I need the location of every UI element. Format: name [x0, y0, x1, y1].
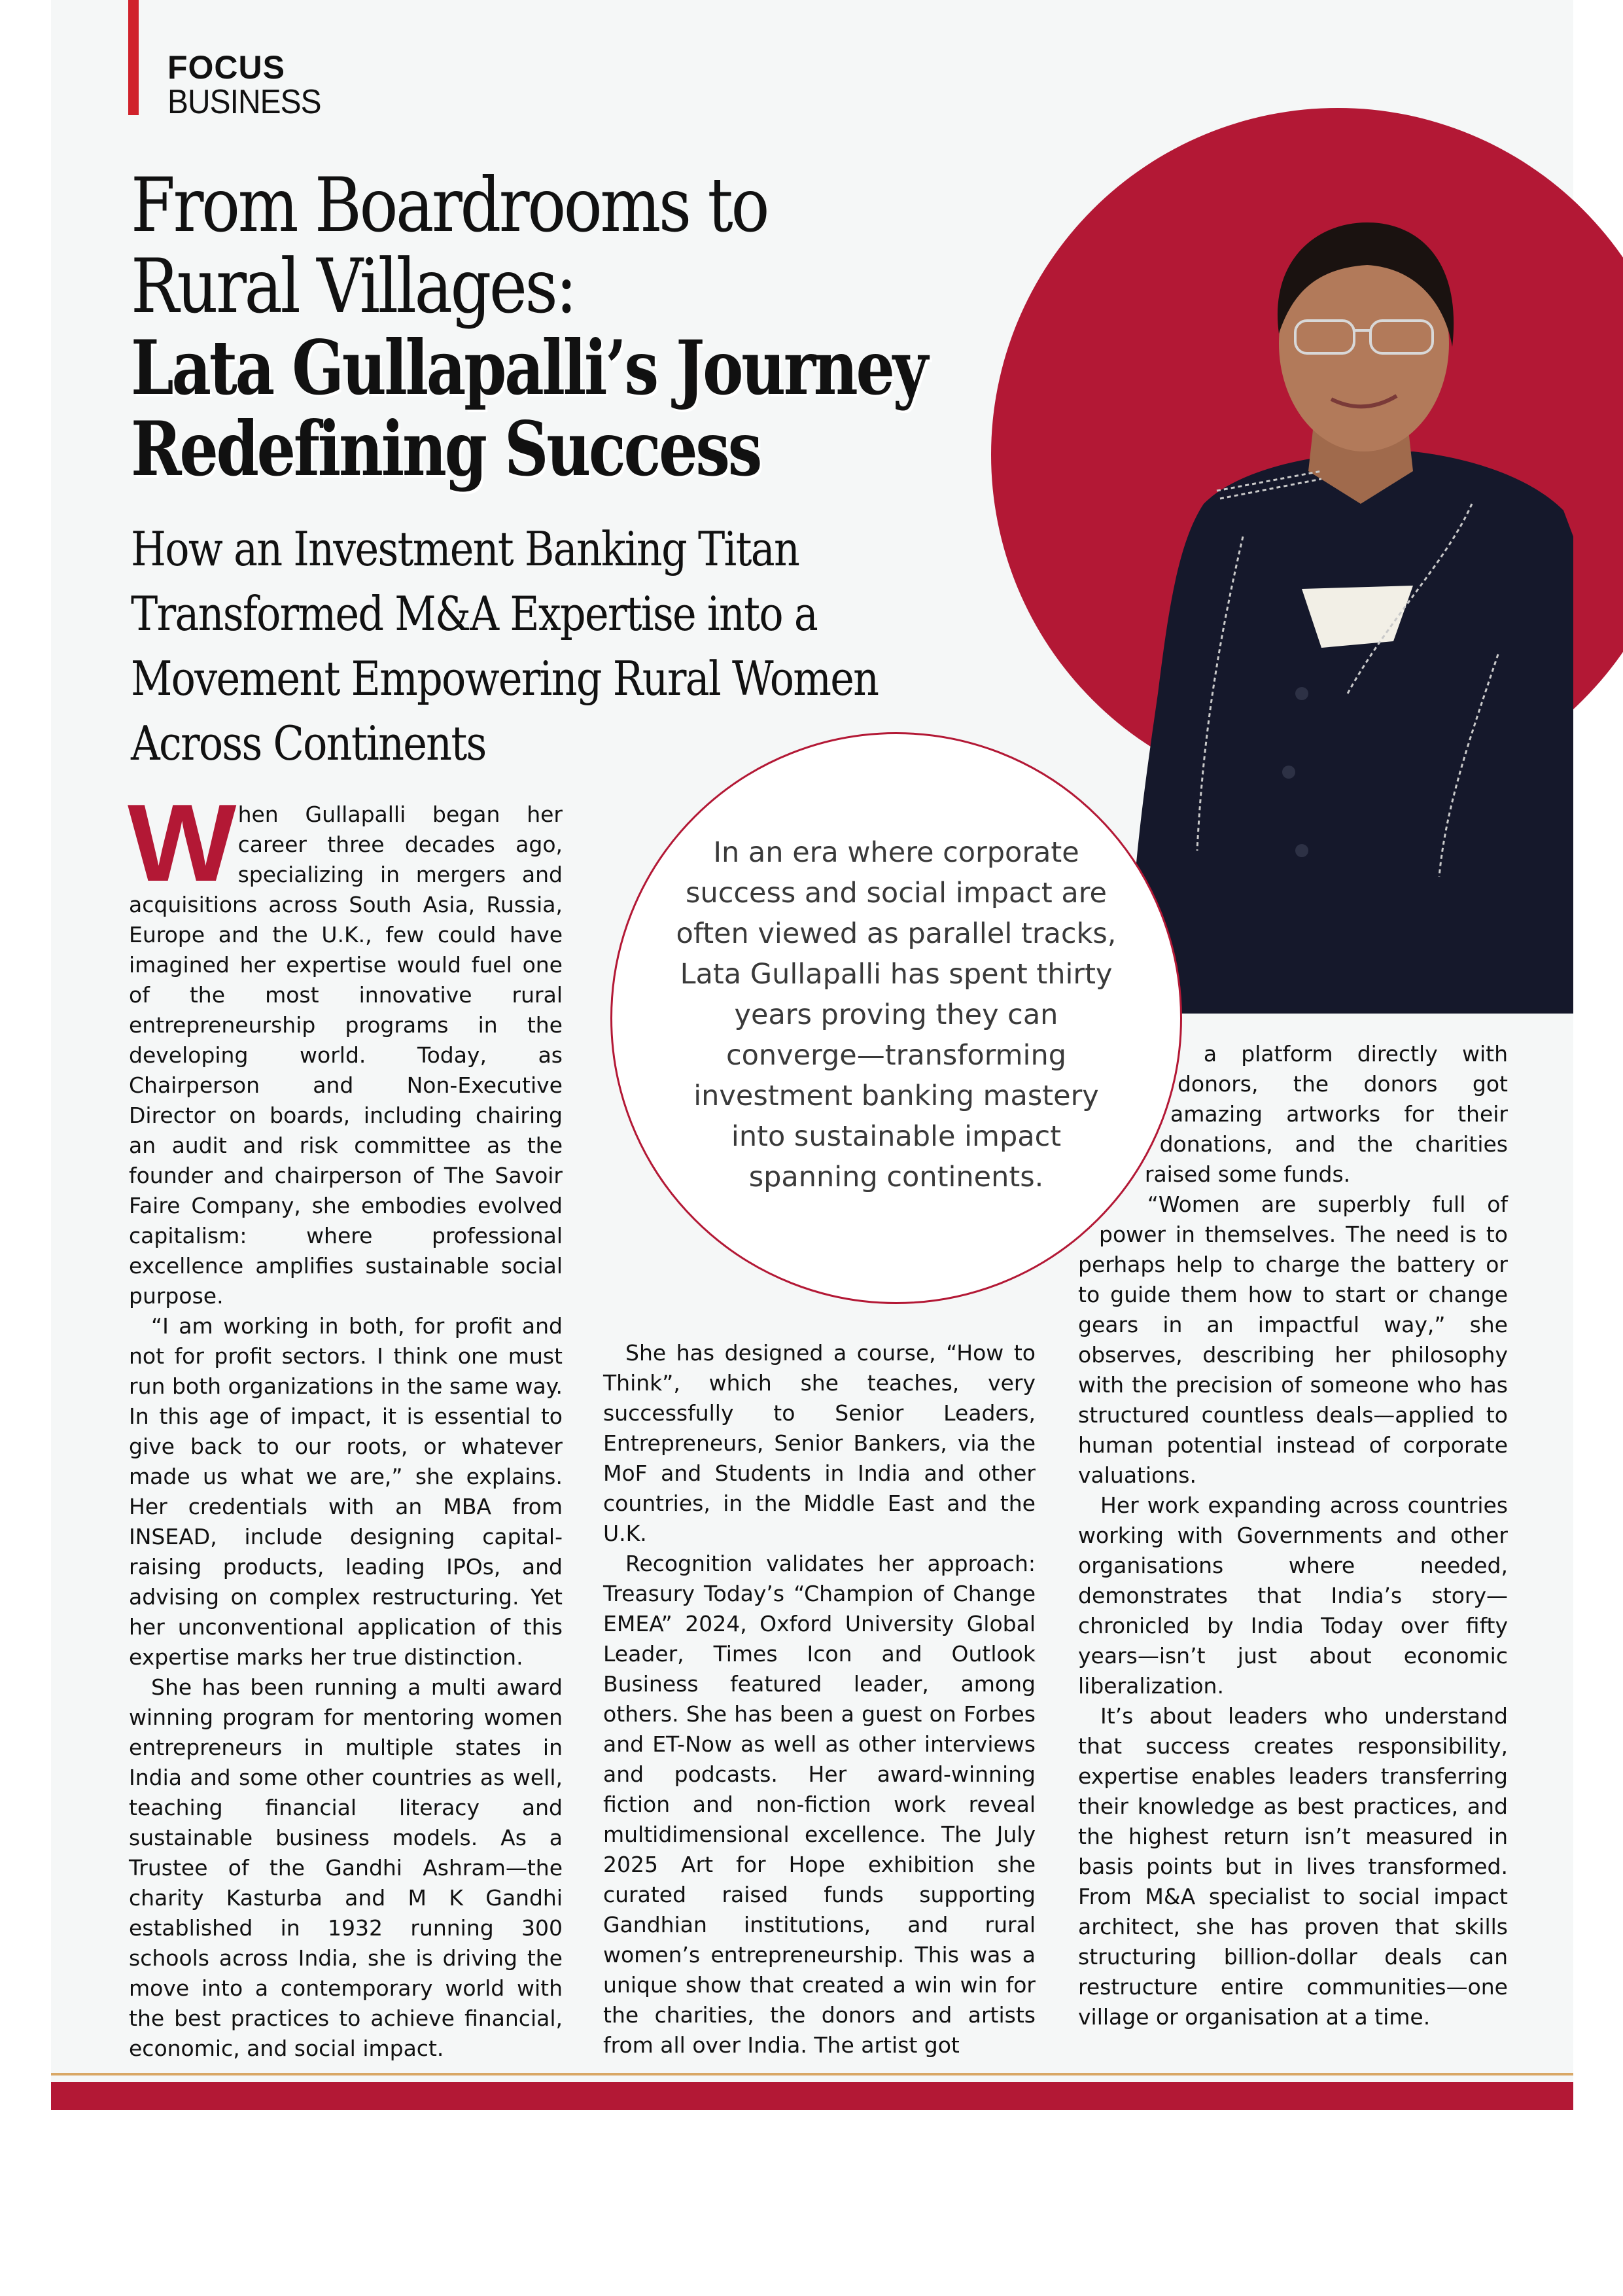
- section-label-business: BUSINESS: [167, 83, 321, 121]
- subheadline-line-2: Transformed M&A Expertise into a: [131, 586, 818, 641]
- body-paragraph: [128, 781, 563, 1311]
- pull-quote-text: In an era where corporate success and social impact are often viewed as parallel tracks, Lata Gullapalli has spent thirty years proving they can converge—transforming investment banking mastery into sustainable impact spanning continents.: [676, 836, 1117, 1193]
- body-paragraph: Her work expanding across countries working with Governments and other organisations where needed, demonstrates that India’s story—chronicled by India Today over fifty years—isn’t just about economic liberalization.: [1078, 1492, 1508, 1699]
- footer-gold-rule: [51, 2073, 1573, 2075]
- headline-line-4: Redefining Success: [131, 405, 761, 493]
- headline: [131, 162, 1145, 493]
- body-column-right: [1078, 1039, 1508, 2032]
- body-paragraph: a platform directly with donors, the donors got amazing artworks for their donations, and the charities raised some funds.: [1144, 1041, 1508, 1187]
- headline-line-3: Lata Gullapalli’s Journey: [131, 324, 926, 412]
- body-paragraph: She has designed a course, “How to Think”, which she teaches, very successfully to Senior Leaders, Entrepreneurs, Senior Bankers, via the MoF and Students in India and other countries, in the Middle East and the U.K.: [603, 1340, 1036, 1546]
- portrait-jacket: [1130, 451, 1573, 1014]
- body-column-middle: [603, 1338, 1036, 2060]
- section-label-focus: FOCUS: [167, 49, 285, 86]
- footer-red-bar: [51, 2082, 1573, 2110]
- body-paragraph: “I am working in both, for profit and not for profit sectors. I think one must run both organizations in the same way. In this age of impact, it is essential to give back to our roots, or whatever made us what we are,” she explains. Her credentials with an MBA from INSEAD, include designing capital-raising products, leading IPOs, and advising on complex restructuring. Yet her unconventional application of this expertise marks her true distinction.: [129, 1313, 563, 1670]
- body-paragraph: She has been running a multi award winning program for mentoring women entrepreneurs in multiple states in India and some other countries as well, teaching financial literacy and sustainable business models. As a Trustee of the Gandhi Ashram—the charity Kasturba and M K Gandhi established in 1932 running 300 schools across India, she is driving the move into a contemporary world with the best practices to achieve financial, economic, and social impact.: [129, 1674, 563, 2061]
- section-accent-bar: [128, 0, 139, 115]
- body-column-left: [128, 781, 563, 2064]
- portrait-photo: [1106, 196, 1573, 1014]
- headline-line-1: From Boardrooms to: [131, 162, 768, 249]
- body-paragraph: Recognition validates her approach: Treasury Today’s “Champion of Change EMEA” 2024, Oxford University Global Leader, Times Icon and Outlook Business featured leader, among others. She has been a guest on Forbes and ET-Now as well as other interviews and podcasts. Her award-winning fiction and non-fiction work reveal multidimensional excellence. The July 2025 Art for Hope exhibition she curated raised funds supporting Gandhian institutions, and rural women’s entrepreneurship. This was a unique show that created a win win for the charities, the donors and artists from all over India. The artist got: [603, 1551, 1036, 2058]
- headline-line-2: Rural Villages:: [131, 243, 575, 330]
- body-paragraph-text: hen Gullapalli began her career three decades ago, specializing in mergers and acquisitions across South Asia, Russia, Europe and the U.K., few could have imagined her expertise would fuel one of the most innovative rural entrepreneurship programs in the developing world. Today, as Chairperson and Non-Executive Director on boards, including chairing an audit and risk committee as the founder and chairperson of The Savoir Faire Company, she embodies evolved capitalism: where professional excellence amplifies sustainable social purpose.: [129, 802, 563, 1309]
- drop-cap: W: [128, 781, 237, 904]
- subheadline-line-3: Movement Empowering Rural Women: [131, 651, 879, 706]
- body-paragraph: “Women are superbly full of power in themselves. The need is to perhaps help to charge the battery or to guide them how to start or change gears in an impactful way,” she observes, describing her philosophy with the precision of someone who has structured countless deals—applied to human potential instead of corporate valuations.: [1078, 1192, 1508, 1488]
- section-label: [167, 51, 334, 119]
- subheadline-line-4: Across Continents: [131, 716, 486, 771]
- subheadline-line-1: How an Investment Banking Titan: [131, 521, 799, 576]
- body-paragraph: It’s about leaders who understand that success creates responsibility, expertise enables leaders transferring their knowledge as best practices, and the highest return isn’t measured in basis points but in lives transformed. From M&A specialist to social impact architect, she has proven that skills structuring billion-dollar deals can restructure entire communities—one village or organisation at a time.: [1078, 1703, 1508, 2030]
- pull-quote-circle: [610, 732, 1182, 1304]
